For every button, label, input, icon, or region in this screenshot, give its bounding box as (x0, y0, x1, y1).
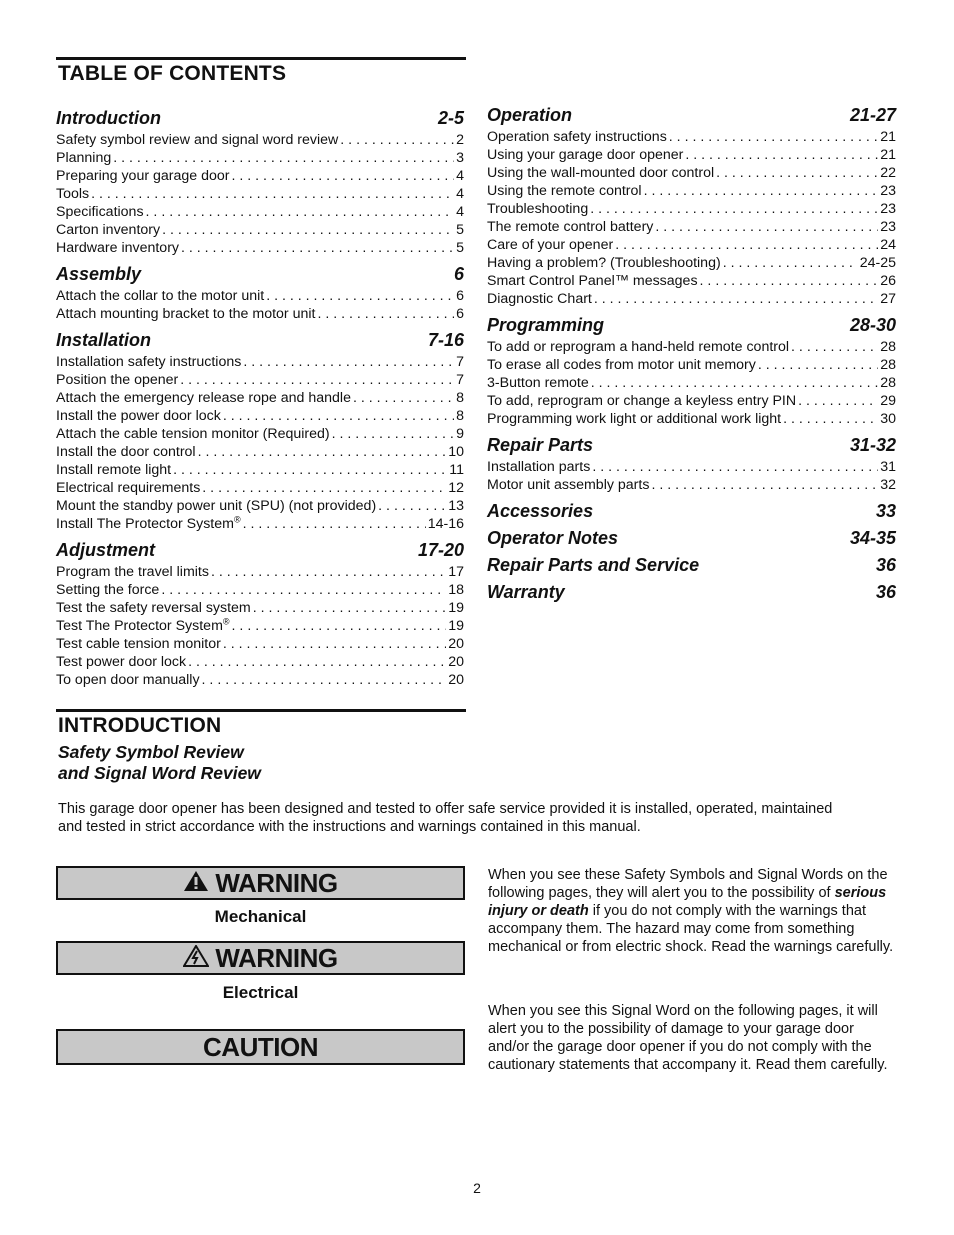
section-title: Repair Parts and Service (487, 555, 700, 575)
entry-page: 19 (448, 600, 464, 616)
entry-page: 24-25 (859, 255, 896, 271)
entry-title (56, 497, 376, 515)
entry-title-text: Using the wall-mounted door control (487, 165, 715, 181)
entry-title (56, 305, 315, 323)
toc-entry[interactable] (56, 305, 464, 323)
toc-section-heading[interactable] (487, 526, 896, 550)
dot-leader (91, 185, 454, 203)
entry-title (56, 185, 89, 203)
entry-title (487, 290, 592, 308)
dot-leader (188, 653, 446, 671)
entry-page: 12 (448, 480, 464, 496)
entry-title (56, 671, 200, 689)
toc-right-column (487, 103, 896, 604)
entry-page: 6 (456, 306, 464, 322)
dot-leader (716, 164, 878, 182)
dot-leader (332, 425, 454, 443)
dot-leader (266, 287, 454, 305)
entry-title-text: Operation safety instructions (487, 129, 667, 145)
entry-title-text: Install the door control (56, 444, 196, 460)
toc-entry[interactable] (487, 290, 896, 308)
toc-entry[interactable] (56, 407, 464, 425)
toc-entry[interactable] (56, 635, 464, 653)
entry-page: 8 (456, 390, 464, 406)
entry-title-text: Installation safety instructions (56, 354, 242, 370)
toc-entry[interactable] (487, 218, 896, 236)
intro-paragraph: This garage door opener has been designed and tested to offer safe service provided it is installed, operated, maintained and tested in strict accordance with the instructions and warnings contained in this manual. (58, 801, 833, 835)
dot-leader (202, 671, 447, 689)
entry-title-text: To open door manually (56, 672, 200, 688)
dot-leader (161, 581, 446, 599)
entry-title (56, 371, 178, 389)
explain-text-1: When you see these Safety Symbols and Signal Words on the following pages, they will alert you to the possibility of (488, 867, 888, 901)
entry-title (56, 479, 200, 497)
entry-title (56, 167, 230, 185)
entry-title (56, 461, 171, 479)
entry-page: 19 (448, 618, 464, 634)
toc-entry[interactable] (56, 617, 464, 635)
dot-leader (113, 149, 454, 167)
entry-title-text: Care of your opener (487, 237, 614, 253)
entry-title (56, 221, 160, 239)
entry-page: 24 (880, 237, 896, 253)
entry-page: 28 (880, 339, 896, 355)
toc-entry[interactable] (56, 353, 464, 371)
entry-page: 9 (456, 426, 464, 442)
section-pages: 21-27 (849, 105, 896, 125)
entry-page: 5 (456, 222, 464, 238)
entry-page: 3 (456, 150, 464, 166)
toc-entry[interactable] (56, 203, 464, 221)
dot-leader (253, 599, 446, 617)
entry-page: 22 (880, 165, 896, 181)
entry-title-text: Setting the force (56, 582, 160, 598)
caution-banner (56, 1029, 465, 1065)
entry-title-text: Installation parts (487, 459, 591, 475)
entry-title (56, 635, 221, 653)
entry-title-text: Specifications (56, 204, 144, 220)
toc-top-rule (56, 57, 466, 60)
toc-entry[interactable] (56, 131, 464, 149)
entry-title (56, 353, 241, 371)
caution-explanation-paragraph: When you see this Signal Word on the following pages, it will alert you to the possibility of damage to your garage door and/or the garage door opener if you do not comply with the cautionary statements that accompany it. Read them carefully. (488, 1003, 888, 1073)
entry-title-text: To add, reprogram or change a keyless entry PIN (487, 393, 797, 409)
entry-title-text: Hardware inventory (56, 240, 180, 256)
entry-title-text: Mount the standby power unit (SPU) (not provided) (56, 498, 377, 514)
entry-title-text: Planning (56, 150, 112, 166)
entry-title-text: Safety symbol review and signal word review (56, 132, 339, 148)
toc-left-column (56, 106, 464, 691)
registered-mark: ® (233, 514, 241, 525)
entry-title (56, 581, 159, 599)
toc-entry[interactable] (56, 371, 464, 389)
entry-title-text: Programming work light or additional work light (487, 411, 782, 427)
toc-section-heading[interactable] (56, 262, 464, 286)
entry-page: 23 (880, 219, 896, 235)
entry-page: 28 (880, 357, 896, 373)
toc-entry[interactable] (487, 236, 896, 254)
page-number: 2 (473, 1180, 481, 1196)
exclamation-triangle-icon (183, 868, 209, 899)
toc-entry[interactable] (487, 458, 896, 476)
entry-page: 31 (880, 459, 896, 475)
dot-leader (162, 221, 454, 239)
toc-entry[interactable] (487, 164, 896, 182)
dot-leader (700, 272, 879, 290)
entry-title-text: Position the opener (56, 372, 179, 388)
entry-page: 29 (880, 393, 896, 409)
entry-title (56, 443, 196, 461)
toc-entry[interactable] (487, 182, 896, 200)
dot-leader (211, 563, 446, 581)
entry-title (56, 149, 111, 167)
warning-label: WARNING (215, 942, 338, 973)
section-title: Operator Notes (487, 528, 619, 548)
section-pages: 6 (453, 264, 464, 284)
entry-title-text: Program the travel limits (56, 564, 209, 580)
intro-top-rule (56, 709, 466, 712)
entry-page: 32 (880, 477, 896, 493)
entry-title-text: Test the safety reversal system (56, 600, 251, 616)
entry-title-text: Using your garage door opener (487, 147, 684, 163)
toc-entry[interactable] (56, 653, 464, 671)
entry-page: 23 (880, 183, 896, 199)
entry-page: 8 (456, 408, 464, 424)
explain-text-2: if you do not comply with the warnings that accompany them. The hazard may come from something mechanical or from electric shock. Read the warnings carefully. (488, 903, 894, 955)
dot-leader (243, 515, 426, 533)
toc-section-heading[interactable] (56, 106, 464, 130)
entry-page: 6 (456, 288, 464, 304)
entry-title-text: Install The Protector System (56, 516, 234, 532)
toc-entry[interactable] (56, 425, 464, 443)
entry-page: 14-16 (427, 516, 464, 532)
intro-subtitle-line-2: and Signal Word Review (58, 763, 261, 783)
toc-entry[interactable] (487, 200, 896, 218)
entry-title (487, 200, 588, 218)
caption-electrical: Electrical (222, 983, 299, 1002)
dot-leader (590, 200, 878, 218)
explain-emphasis: serious injury or death (488, 885, 887, 919)
entry-title-text: Having a problem? (Troubleshooting) (487, 255, 721, 271)
entry-title (487, 236, 613, 254)
section-title: Operation (487, 105, 573, 125)
section-pages: 7-16 (427, 330, 464, 350)
toc-entry[interactable] (56, 497, 464, 515)
toc-section-heading[interactable] (56, 538, 464, 562)
toc-entry[interactable] (56, 479, 464, 497)
entry-title-text: To add or reprogram a hand-held remote control (487, 339, 790, 355)
toc-entry[interactable] (487, 272, 896, 290)
entry-title (487, 458, 590, 476)
dot-leader (758, 356, 878, 374)
entry-title-text: Tools (56, 186, 90, 202)
section-title: Repair Parts (487, 435, 594, 455)
entry-page: 20 (448, 672, 464, 688)
entry-title (56, 653, 186, 671)
section-pages: 17-20 (417, 540, 464, 560)
entry-title (487, 182, 642, 200)
section-title: Accessories (487, 501, 594, 521)
dot-leader (651, 476, 878, 494)
entry-page: 21 (880, 147, 896, 163)
entry-title (56, 563, 209, 581)
entry-title-text: Install remote light (56, 462, 172, 478)
entry-title (56, 287, 264, 305)
entry-page: 2 (456, 132, 464, 148)
entry-title-text: Motor unit assembly parts (487, 477, 650, 493)
entry-page: 4 (456, 204, 464, 220)
dot-leader (594, 290, 878, 308)
toc-entry[interactable] (56, 167, 464, 185)
toc-entry[interactable] (487, 254, 896, 272)
signal-explanation-paragraph (488, 866, 900, 956)
section-title: Warranty (487, 582, 565, 602)
toc-entry[interactable] (56, 671, 464, 689)
entry-page: 4 (456, 168, 464, 184)
entry-title (487, 128, 667, 146)
dot-leader (243, 353, 454, 371)
toc-entry[interactable] (487, 392, 896, 410)
entry-page: 18 (448, 582, 464, 598)
toc-entry[interactable] (56, 515, 464, 533)
dot-leader (615, 236, 878, 254)
entry-page: 23 (880, 201, 896, 217)
entry-page: 30 (880, 411, 896, 427)
section-title: Programming (487, 315, 605, 335)
registered-mark: ® (222, 616, 230, 627)
toc-section-heading[interactable] (487, 103, 896, 127)
entry-title (56, 389, 351, 407)
toc-entry[interactable] (487, 374, 896, 392)
dot-leader (317, 305, 454, 323)
toc-entry[interactable] (56, 599, 464, 617)
dot-leader (146, 203, 455, 221)
section-title: Adjustment (56, 540, 155, 560)
section-pages: 36 (875, 582, 896, 602)
toc-section-heading[interactable] (487, 553, 896, 577)
entry-title (487, 374, 589, 392)
entry-title (487, 272, 698, 290)
toc-entry[interactable] (56, 239, 464, 257)
entry-page: 21 (880, 129, 896, 145)
entry-page: 20 (448, 636, 464, 652)
dot-leader (180, 371, 454, 389)
toc-entry[interactable] (56, 389, 464, 407)
entry-page: 7 (456, 354, 464, 370)
entry-page: 20 (448, 654, 464, 670)
toc-entry[interactable] (487, 410, 896, 428)
toc-entry[interactable] (487, 128, 896, 146)
entry-page: 26 (880, 273, 896, 289)
dot-leader (223, 407, 454, 425)
entry-title-text: Preparing your garage door (56, 168, 230, 184)
section-pages: 31-32 (849, 435, 896, 455)
entry-page: 10 (448, 444, 464, 460)
section-title: Installation (56, 330, 152, 350)
entry-title-text: Attach the emergency release rope and handle (56, 390, 351, 406)
entry-title-text: Attach the collar to the motor unit (56, 288, 265, 304)
warning-electrical-banner (56, 941, 465, 975)
dot-leader (783, 410, 878, 428)
toc-entry[interactable] (487, 356, 896, 374)
section-title: Introduction (56, 108, 161, 128)
dot-leader (644, 182, 879, 200)
entry-page: 28 (880, 375, 896, 391)
toc-entry[interactable] (487, 146, 896, 164)
dot-leader (592, 458, 878, 476)
entry-page: 5 (456, 240, 464, 256)
entry-title (56, 515, 241, 533)
dot-leader (232, 617, 447, 635)
section-pages: 36 (875, 555, 896, 575)
dot-leader (791, 338, 878, 356)
toc-entry[interactable] (56, 443, 464, 461)
entry-title-text: Test power door lock (56, 654, 187, 670)
toc-entry[interactable] (56, 185, 464, 203)
entry-title (487, 392, 796, 410)
dot-leader (723, 254, 858, 272)
entry-title-text: Install the power door lock (56, 408, 221, 424)
entry-title (487, 338, 789, 356)
dot-leader (591, 374, 878, 392)
entry-title-text: Test The Protector System (56, 618, 223, 634)
entry-page: 11 (449, 462, 464, 478)
dot-leader (353, 389, 454, 407)
entry-title-text: 3-Button remote (487, 375, 589, 391)
section-pages: 33 (875, 501, 896, 521)
section-title: Assembly (56, 264, 142, 284)
entry-title-text: The remote control battery (487, 219, 654, 235)
toc-entry[interactable] (487, 338, 896, 356)
entry-title (56, 599, 251, 617)
toc-title: TABLE OF CONTENTS (58, 62, 287, 85)
entry-title-text: Diagnostic Chart (487, 291, 592, 307)
toc-entry[interactable] (56, 221, 464, 239)
entry-title (487, 146, 683, 164)
caution-label: CAUTION (203, 1031, 318, 1062)
entry-title-text: Using the remote control (487, 183, 642, 199)
intro-title: INTRODUCTION (58, 714, 222, 737)
toc-entry[interactable] (56, 149, 464, 167)
toc-entry[interactable] (56, 581, 464, 599)
dot-leader (181, 239, 454, 257)
dot-leader (798, 392, 878, 410)
entry-title (487, 164, 714, 182)
dot-leader (378, 497, 446, 515)
dot-leader (340, 131, 454, 149)
lightning-triangle-icon (183, 943, 209, 974)
entry-title (56, 131, 338, 149)
toc-section-heading[interactable] (487, 313, 896, 337)
entry-page: 27 (880, 291, 896, 307)
toc-section-heading[interactable] (487, 433, 896, 457)
section-pages: 28-30 (849, 315, 896, 335)
entry-title-text: To erase all codes from motor unit memory (487, 357, 756, 373)
dot-leader (669, 128, 878, 146)
entry-title (56, 425, 330, 443)
entry-title (56, 407, 221, 425)
toc-entry[interactable] (56, 461, 464, 479)
dot-leader (685, 146, 878, 164)
entry-title (487, 356, 756, 374)
dot-leader (202, 479, 446, 497)
dot-leader (198, 443, 447, 461)
toc-section-heading[interactable] (487, 499, 896, 523)
entry-title-text: Attach mounting bracket to the motor unit (56, 306, 316, 322)
entry-title-text: Electrical requirements (56, 480, 201, 496)
caption-mechanical: Mechanical (214, 907, 307, 926)
entry-title-text: Carton inventory (56, 222, 161, 238)
dot-leader (223, 635, 446, 653)
entry-title-text: Attach the cable tension monitor (Required) (56, 426, 330, 442)
entry-title (56, 203, 144, 221)
entry-title-text: Smart Control Panel™ messages (487, 273, 698, 289)
section-pages: 2-5 (437, 108, 464, 128)
entry-title (487, 410, 781, 428)
section-pages: 34-35 (849, 528, 896, 548)
entry-page: 13 (448, 498, 464, 514)
toc-entry[interactable] (56, 563, 464, 581)
entry-title-text: Troubleshooting (487, 201, 589, 217)
entry-title (56, 617, 230, 635)
entry-title (487, 218, 653, 236)
toc-section-heading[interactable] (487, 580, 896, 604)
entry-title (487, 476, 649, 494)
warning-mechanical-banner (56, 866, 465, 900)
toc-entry[interactable] (487, 476, 896, 494)
warning-label: WARNING (215, 867, 338, 898)
toc-section-heading[interactable] (56, 328, 464, 352)
entry-page: 7 (456, 372, 464, 388)
toc-entry[interactable] (56, 287, 464, 305)
entry-title-text: Test cable tension monitor (56, 636, 221, 652)
dot-leader (173, 461, 447, 479)
dot-leader (655, 218, 878, 236)
entry-title (487, 254, 721, 272)
entry-title (56, 239, 179, 257)
entry-page: 4 (456, 186, 464, 202)
intro-subtitle-line-1: Safety Symbol Review (58, 742, 244, 762)
entry-page: 17 (448, 564, 464, 580)
dot-leader (232, 167, 455, 185)
